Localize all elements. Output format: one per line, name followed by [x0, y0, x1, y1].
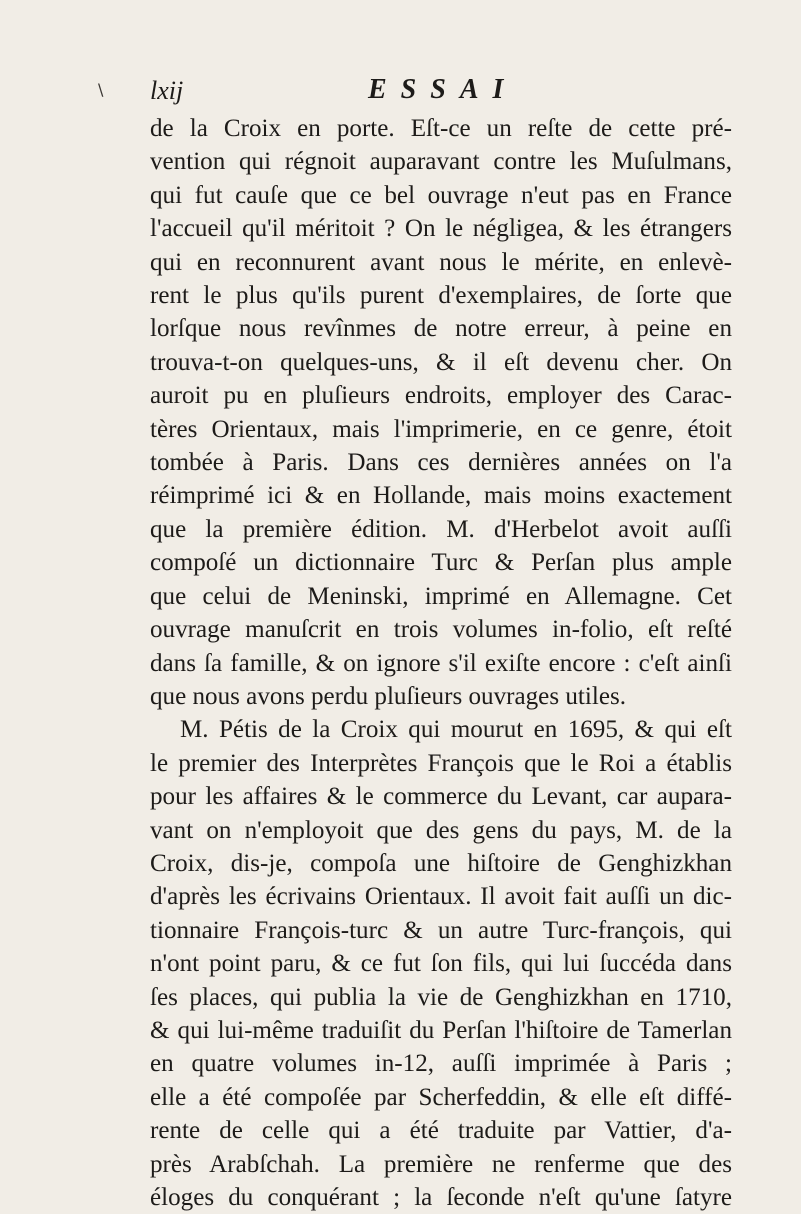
- text-line: Croix, dis-je, compoſa une hiſtoire de Genghizkhan: [150, 849, 732, 877]
- text-line: tionnaire François-turc & un autre Turc-françois, qui: [150, 916, 732, 944]
- text-line: le premier des Interprètes François que le Roi a établis: [150, 749, 732, 777]
- paragraph-1: [150, 112, 732, 713]
- text-line: ſes places, qui publia la vie de Genghizkhan en 1710,: [150, 983, 732, 1011]
- body-text: [150, 112, 732, 1214]
- page-header: [150, 74, 710, 110]
- text-line: dans ſa famille, & on ignore s'il exiſte encore : c'eſt ainſi: [150, 649, 732, 677]
- text-line: en quatre volumes in-12, auſſi imprimée à Paris ;: [150, 1050, 732, 1078]
- text-line: M. Pétis de la Croix qui mourut en 1695, & qui eſt: [180, 716, 732, 744]
- text-line: & qui lui-même traduiſit du Perſan l'hiſtoire de Tamerlan: [150, 1016, 732, 1044]
- text-line: auroit pu en pluſieurs endroits, employer des Carac-: [150, 382, 732, 410]
- text-line: éloges du conquérant ; la ſeconde n'eſt qu'une ſatyre: [150, 1184, 732, 1211]
- running-title: ESSAI: [368, 74, 518, 105]
- text-line: de la Croix en porte. Eſt-ce un reſte de cette pré-: [150, 115, 732, 142]
- text-line: que nous avons perdu pluſieurs ouvrages utiles.: [150, 682, 626, 710]
- text-line: pour les affaires & le commerce du Levant, car aupara-: [150, 783, 732, 811]
- text-line: que celui de Meninski, imprimé en Allemagne. Cet: [150, 582, 732, 610]
- page-number: lxij: [150, 76, 184, 105]
- text-line: trouva-t-on quelques-uns, & il eſt devenu cher. On: [150, 348, 732, 376]
- text-line: que la première édition. M. d'Herbelot avoit auſſi: [150, 515, 732, 543]
- text-line: réimprimé ici & en Hollande, mais moins exactement: [150, 482, 732, 510]
- text-line: rente de celle qui a été traduite par Vattier, d'a-: [150, 1117, 732, 1145]
- text-line: l'accueil qu'il méritoit ? On le négligea, & les étrangers: [150, 215, 732, 243]
- text-line: près Arabſchah. La première ne renferme que des: [150, 1150, 732, 1178]
- text-line: vant on n'employoit que des gens du pays, M. de la: [150, 816, 732, 844]
- text-line: ouvrage manuſcrit en trois volumes in-folio, eſt reſté: [150, 616, 732, 644]
- margin-mark: \: [98, 80, 104, 99]
- text-line: compoſé un dictionnaire Turc & Perſan plus ample: [150, 549, 732, 577]
- text-line: rent le plus qu'ils purent d'exemplaires, de ſorte que: [150, 282, 732, 310]
- text-line: vention qui régnoit auparavant contre les Muſulmans,: [150, 148, 732, 176]
- text-line: qui en reconnurent avant nous le mérite, en enlevè-: [150, 248, 732, 276]
- text-line: lorſque nous revînmes de notre erreur, à peine en: [150, 315, 732, 343]
- text-line: d'après les écrivains Orientaux. Il avoit fait auſſi un dic-: [150, 883, 732, 911]
- text-line: n'ont point paru, & ce fut ſon fils, qui lui ſuccéda dans: [150, 950, 732, 978]
- text-line: tombée à Paris. Dans ces dernières années on l'a: [150, 449, 732, 477]
- text-line: elle a été compoſée par Scherfeddin, & elle eſt diffé-: [150, 1083, 732, 1111]
- text-line: qui fut cauſe que ce bel ouvrage n'eut pas en France: [150, 181, 732, 209]
- paragraph-2: [150, 713, 732, 1214]
- text-line: tères Orientaux, mais l'imprimerie, en ce genre, étoit: [150, 415, 732, 443]
